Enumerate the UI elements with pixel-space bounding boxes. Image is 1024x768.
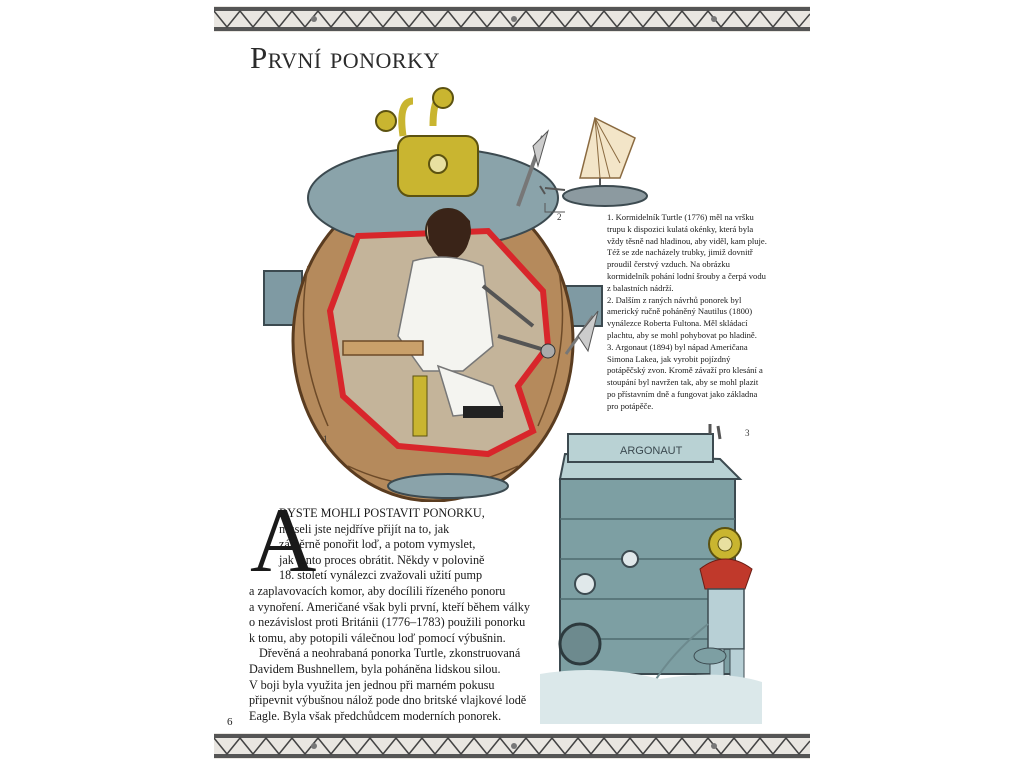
decorative-truss-band-top: [214, 6, 810, 32]
body-line: a vynoření. Američané však byli první, kteří během války: [249, 599, 530, 614]
body-line: jak tento proces obrátit. Někdy v polovině: [279, 552, 485, 567]
drop-cap: A: [250, 489, 317, 591]
body-line: BYSTE MOHLI POSTAVIT PONORKU,: [279, 506, 485, 520]
argonaut-hull-text: ARGONAUT: [620, 445, 683, 457]
body-line: Eagle. Byla však předchůdcem moderních ponorek.: [249, 708, 502, 723]
caption-paragraph-2: 2. Dalším z raných návrhů ponorek byl americký ručně poháněný Nautilus (1800) vynálezce Roberta Fultona. Měl skládací plachtu, aby se mohl pohybovat po hladině.: [607, 294, 757, 340]
figure-caption: [607, 212, 767, 413]
caption-paragraph-1: 1. Kormidelník Turtle (1776) měl na vršku trupu k dispozici kulatá okénky, která byla vždy těsně nad hladinou, aby viděl, kam pluje. Též se zde nacházely trubky, jimiž dovnitř proudil čerstvý vzduch. Na obrázku kormidelník pohání lodní šrouby a čerpá vodu z balastních nádrží.: [607, 212, 767, 293]
nautilus-submarine-illustration: [525, 108, 655, 216]
figure-label-3: 3: [745, 428, 750, 438]
body-line: 18. století vynálezci zvažovali užití pump: [279, 568, 483, 583]
body-line: záměrně ponořit loď, a potom vymyslet,: [279, 537, 476, 552]
body-line: a zaplavovacích komor, aby docílili řízeného ponoru: [249, 583, 506, 598]
body-line: k tomu, aby potopili válečnou loď pomocí výbušnin.: [249, 630, 506, 645]
body-line: V boji byla využita jen jednou při marném pokusu: [249, 677, 495, 692]
body-line: Davidem Bushnellem, byla poháněna lidskou silou.: [249, 661, 501, 676]
argonaut-submarine-illustration: [540, 424, 762, 724]
page-number: 6: [227, 716, 233, 728]
figure-label-1: 1: [323, 434, 328, 444]
body-line: o nezávislost proti Británii (1776–1783) použili ponorku: [249, 615, 526, 630]
body-line: připevnit výbušnou nálož pode dno britské vlajkové lodě: [249, 693, 527, 708]
body-line: museli jste nejdříve přijít na to, jak: [279, 521, 450, 536]
body-text: [249, 506, 539, 724]
decorative-truss-band-bottom: [214, 733, 810, 759]
body-line: Dřevěná a neohrabaná ponorka Turtle, zkonstruovaná: [259, 646, 521, 661]
caption-paragraph-3: 3. Argonaut (1894) byl nápad Američana Simona Lakea, jak vyrobit pojízdný potápěčský zvon. Kromě závaží pro klesání a stoupání byl navržen tak, aby se mohl plazit po přístavním dně a fungovat jako základna pro potápěče.: [607, 341, 763, 411]
figure-label-2: 2: [557, 212, 562, 222]
page-title: První ponorky: [250, 40, 440, 75]
